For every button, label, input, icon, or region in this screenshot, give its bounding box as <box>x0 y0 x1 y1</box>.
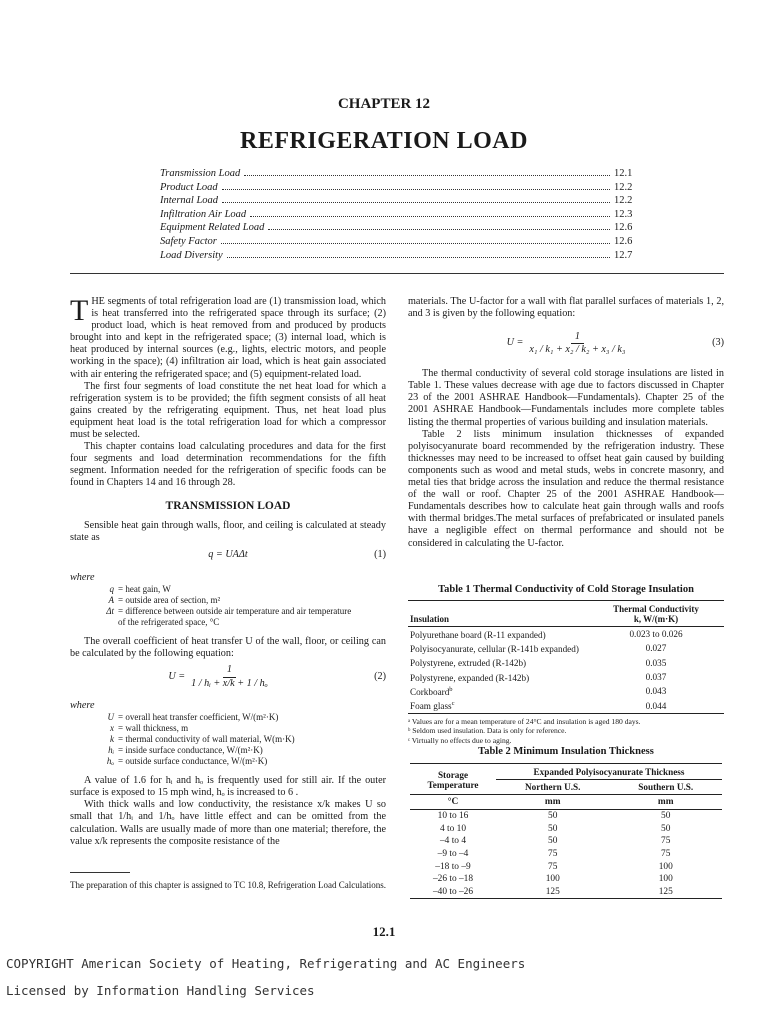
variable-definition <box>92 712 386 723</box>
toc-entry[interactable] <box>160 182 638 196</box>
toc-entry[interactable] <box>160 195 638 209</box>
table-2-group-header: Expanded Polyisocyanurate Thickness <box>496 764 722 780</box>
equation-2-number: (2) <box>374 671 386 683</box>
table-1-cell-insulation <box>408 656 588 670</box>
toc-entry-page: 12.2 <box>614 195 633 207</box>
table-2-cell-southern: 50 <box>661 823 671 834</box>
variable-symbol <box>92 617 114 628</box>
equation-3-number: (3) <box>712 337 724 349</box>
paragraph-table2-intro: Table 2 lists minimum insulation thicknesses of expanded polyisocyanurate board recommended by the refrigeration industry. These thicknesses may need to be increased to offset heat gain caused by building components such as wood and metal studs, webs in concrete masonry, and metal ties that bridge across the insulation and reduce the thermal resistance of the wall or roof. Chapter 25 of the 2001 ASHRAE Handbook—Fundamentals describes how to calculate heat gain through walls and roofs with thermal bridges.The metal surfaces of prefabricated or insulated panels have a negligible effect on thermal performance and should not be considered in calculating the U-factor. <box>408 428 724 549</box>
variable-meaning: of the refrigerated space, °C <box>118 616 220 627</box>
toc-entry-label: Transmission Load <box>160 168 241 179</box>
table-1-row <box>408 656 724 670</box>
variable-symbol: A <box>108 594 114 605</box>
table-2-unit-temp: °C <box>447 797 459 807</box>
variable-definition <box>92 745 386 756</box>
equation-1-text: q = UAΔt <box>208 548 248 560</box>
table-2-grid <box>410 763 722 899</box>
license-line: Licensed by Information Handling Services <box>6 983 315 998</box>
table-1 <box>408 584 724 745</box>
variable-symbol: hᵢ <box>108 745 114 756</box>
table-1-note: ᶜ Virtually no effects due to aging. <box>408 735 512 745</box>
table-2-row <box>410 873 722 886</box>
table-1-note: ᵃ Values are for a mean temperature of 24°C and insulation is aged 180 days. <box>408 716 641 726</box>
toc-entry-page: 12.6 <box>614 235 633 247</box>
table-1-cell-value: 0.043 <box>645 686 667 697</box>
table-1-row <box>408 698 724 713</box>
toc-entry-label: Equipment Related Load <box>160 222 265 234</box>
table-2-col-temp: Temperature <box>427 780 479 790</box>
insulation-name: Polystyrene, expanded (R-142b) <box>410 672 530 683</box>
toc-entry-page: 12.1 <box>614 168 633 179</box>
toc-entry-page: 12.6 <box>614 222 633 234</box>
table-2-row <box>410 848 722 861</box>
variable-meaning: = outside area of section, m² <box>118 594 221 605</box>
variable-symbol: q <box>109 583 114 594</box>
table-1-row <box>408 627 724 642</box>
where-label: where <box>70 571 95 583</box>
insulation-note-mark: c <box>451 700 455 708</box>
table-2-cell-temperature: –26 to –18 <box>432 874 474 885</box>
paragraph-sensible-heat: Sensible heat gain through walls, floor, and ceiling is calculated at steady state as <box>70 519 386 543</box>
where-label-2: where <box>70 700 95 712</box>
drop-cap: T <box>70 294 89 327</box>
chapter-number: CHAPTER 12 <box>337 96 431 112</box>
table-2-cell-temperature: –9 to –4 <box>437 849 469 860</box>
table-1-row <box>408 641 724 655</box>
table-1-cell-insulation <box>408 641 588 655</box>
table-2-cell-temperature: 4 to 10 <box>439 823 467 834</box>
table-1-cell-insulation <box>408 627 588 642</box>
toc-leader <box>227 257 610 258</box>
toc-entry-page: 12.3 <box>614 208 633 220</box>
table-2-cell-northern: 125 <box>545 886 560 897</box>
equation-2-numerator: 1 <box>223 664 236 677</box>
table-2-cell-northern: 75 <box>548 861 558 872</box>
chapter-title: REFRIGERATION LOAD <box>240 128 528 154</box>
table-2-row <box>410 886 722 899</box>
table-2-cell-temperature: 10 to 16 <box>437 811 469 822</box>
table-1-cell-value: 0.037 <box>645 672 667 683</box>
table-2-cell-northern: 50 <box>548 836 558 847</box>
variable-meaning: = inside surface conductance, W/(m²·K) <box>118 745 263 756</box>
table-2-col-storage: Storage <box>437 770 469 780</box>
variable-symbol: k <box>110 734 114 745</box>
paragraph-thermal-conductivity: The thermal conductivity of several cold storage insulations are listed in Table 1. These values decrease with age due to factors discussed in Chapter 23 of the 2001 ASHRAE Handbook—Fundamentals). Chapter 25 of the 2001 ASHRAE Handbook—Fundamentals includes more complete tables listing the thermal properties of various building and insulation materials. <box>408 368 724 428</box>
toc-entry-page: 12.2 <box>614 181 633 193</box>
table-2-cell-southern: 125 <box>658 886 673 897</box>
paragraph-intro: HE segments of total refrigeration load are (1) transmission load, which is heat transferred into the refrigerated space through its surface; (2) product load, which is heat removed from and produced by products brought into and kept in the refrigerated space; (3) internal load, which is heat produced by internal sources (e.g., lights, electric motors, and people working in the space); (4) infiltration air load, which is heat gain associated with air entering the refrigerated space; and (5) equipment-related load. <box>70 296 386 380</box>
toc-entry-label: Infiltration Air Load <box>160 208 247 220</box>
page-number: 12.1 <box>372 924 396 939</box>
variable-meaning: = heat gain, W <box>118 583 171 594</box>
equation-1 <box>70 544 386 566</box>
table-2-cell-northern: 50 <box>548 823 558 834</box>
toc-leader <box>268 229 610 230</box>
left-column <box>70 296 386 848</box>
variable-meaning: = outside surface conductance, W/(m²·K) <box>118 756 268 767</box>
table-2-col-northern: Northern U.S. <box>525 782 581 792</box>
equation-2 <box>50 660 386 694</box>
table-1-cell-value: 0.035 <box>645 657 667 668</box>
insulation-name: Polyisocyanurate, cellular (R-141b expanded) <box>410 643 579 654</box>
table-1-cell-insulation <box>408 698 588 713</box>
table-1-grid <box>408 600 724 714</box>
paragraph-thick-walls: With thick walls and low conductivity, the resistance x/k makes U so small that 1/hᵢ and 1/hₒ have little effect and can be omitted from the calculation. Walls are usually made of more than one material; therefore, the value x/k represents the composite resistance of the <box>70 799 386 847</box>
variable-definition <box>92 734 386 745</box>
toc-entry-label: Internal Load <box>160 195 219 207</box>
table-1-col-insulation: Insulation <box>410 614 450 624</box>
paragraph-net-load: The first four segments of load constitute the net heat load for which a refrigeration system is to be provided; the fifth segment consists of all heat gains created by the refrigerating equipment. Thus, net heat load plus equipment heat load is the total refrigeration load for which a compressor must be selected. <box>70 380 386 441</box>
table-2-cell-northern: 100 <box>545 874 560 885</box>
table-1-note: ᵇ Seldom used insulation. Data is only for reference. <box>408 726 567 736</box>
toc-leader <box>250 216 610 217</box>
variable-meaning: = wall thickness, m <box>118 723 189 734</box>
toc-entry-label: Safety Factor <box>160 235 217 247</box>
equation-3-numerator: 1 <box>571 331 584 344</box>
toc-entry[interactable] <box>160 250 638 264</box>
variable-definition <box>92 723 386 734</box>
insulation-name: Corkboard <box>410 686 450 697</box>
toc-entry[interactable] <box>160 209 638 223</box>
toc-entry[interactable] <box>160 236 638 250</box>
toc-leader <box>222 189 610 190</box>
variable-symbol: Δt <box>106 605 114 616</box>
table-2-row <box>410 810 722 823</box>
footnote: The preparation of this chapter is assigned to TC 10.8, Refrigeration Load Calculations. <box>70 880 387 890</box>
table-1-title: Table 1 Thermal Conductivity of Cold Storage Insulation <box>438 584 694 595</box>
table-2-cell-southern: 100 <box>658 861 673 872</box>
table-2-cell-southern: 75 <box>661 836 671 847</box>
insulation-name: Polystyrene, extruded (R-142b) <box>410 658 527 669</box>
table-1-cell-insulation <box>408 670 588 684</box>
table-2-cell-southern: 75 <box>661 849 671 860</box>
table-2-title: Table 2 Minimum Insulation Thickness <box>478 746 654 757</box>
table-2-cell-southern: 100 <box>658 874 673 885</box>
right-column <box>408 296 724 550</box>
variable-definition <box>92 595 386 606</box>
equation-3-denominator: x₁ / k₁ + x₂ / k₂ + x₃ / k₃ <box>529 343 626 355</box>
table-2-row <box>410 823 722 836</box>
table-2-cell-northern: 50 <box>548 811 558 822</box>
table-1-row <box>408 684 724 698</box>
paragraph-still-air: A value of 1.6 for hᵢ and hₒ is frequently used for still air. If the outer surface is exposed to 15 mph wind, hₒ is increased to 6 . <box>70 775 386 799</box>
table-2-cell-southern: 50 <box>661 811 671 822</box>
section-heading: TRANSMISSION LOAD <box>165 499 291 512</box>
paragraph-chapter-scope: This chapter contains load calculating procedures and data for the first four segments and load determination recommendations for the fifth segment. Information needed for the refrigeration of specific foods can be found in Chapters 14 and 16 through 28. <box>70 441 386 489</box>
table-2-col-temperature <box>410 764 496 795</box>
table-1-cell-value: 0.044 <box>645 700 667 711</box>
insulation-name: Foam glass <box>410 701 452 712</box>
insulation-name: Polyurethane board (R-11 expanded) <box>410 629 546 640</box>
table-1-col-conductivity-line1: Thermal Conductivity <box>613 604 699 614</box>
copyright-line: COPYRIGHT American Society of Heating, Refrigerating and AC Engineers <box>6 956 526 971</box>
variable-definition <box>92 584 386 595</box>
equation-3 <box>408 324 724 362</box>
table-2-cell-temperature: –4 to 4 <box>439 836 467 847</box>
toc-leader <box>221 243 610 244</box>
header-divider <box>70 273 724 274</box>
toc-entry[interactable] <box>160 168 638 182</box>
table-1-cell-value: 0.027 <box>645 643 667 654</box>
variable-definition <box>92 617 386 628</box>
table-2-unit-south: mm <box>657 797 674 807</box>
table-1-row <box>408 670 724 684</box>
toc-entry-page: 12.7 <box>614 249 633 261</box>
variable-definition <box>92 756 386 767</box>
toc-leader <box>222 202 610 203</box>
table-1-cell-insulation <box>408 684 588 698</box>
table-2-cell-northern: 75 <box>548 849 558 860</box>
table-1-notes <box>408 717 724 745</box>
table-2-row <box>410 860 722 873</box>
variable-symbol: hₒ <box>106 756 114 767</box>
paragraph-overall-coefficient: The overall coefficient of heat transfer U of the wall, floor, or ceiling can be calculated by the following equation: <box>70 635 386 659</box>
variable-definition <box>92 606 386 617</box>
table-2-col-southern: Southern U.S. <box>638 782 694 792</box>
toc-entry-label: Product Load <box>160 181 218 193</box>
variable-meaning: = difference between outside air temperature and air temperature <box>118 605 352 616</box>
table-1-col-conductivity-line2: k, W/(m·K) <box>633 614 679 624</box>
variable-meaning: = overall heat transfer coefficient, W/(m²·K) <box>118 712 279 723</box>
equation-2-lhs: U = <box>168 671 186 683</box>
variable-meaning: = thermal conductivity of wall material, W(m·K) <box>118 734 295 745</box>
equation-3-lhs: U = <box>506 337 524 349</box>
variable-symbol: x <box>110 723 114 734</box>
table-1-cell-value: 0.023 to 0.026 <box>629 629 683 640</box>
footnote-divider <box>70 872 130 873</box>
equation-2-variables <box>92 712 386 767</box>
table-of-contents <box>160 168 638 263</box>
paragraph-u-factor: materials. The U-factor for a wall with flat parallel surfaces of materials 1, 2, and 3 is given by the following equation: <box>408 296 724 320</box>
table-2-unit-north: mm <box>544 797 561 807</box>
insulation-note-mark: b <box>449 685 453 693</box>
equation-1-number: (1) <box>374 548 386 560</box>
toc-leader <box>244 175 610 176</box>
table-1-col-conductivity <box>588 601 724 627</box>
table-2-cell-temperature: –18 to –9 <box>435 861 471 872</box>
toc-entry[interactable] <box>160 222 638 236</box>
variable-symbol: U <box>107 712 114 723</box>
equation-1-variables <box>92 584 386 628</box>
equation-2-denominator: 1 / hᵢ + x/k + 1 / hₒ <box>191 677 268 689</box>
toc-entry-label: Load Diversity <box>160 249 223 261</box>
table-2 <box>410 746 722 899</box>
table-2-cell-temperature: –40 to –26 <box>432 886 474 897</box>
table-2-row <box>410 835 722 848</box>
